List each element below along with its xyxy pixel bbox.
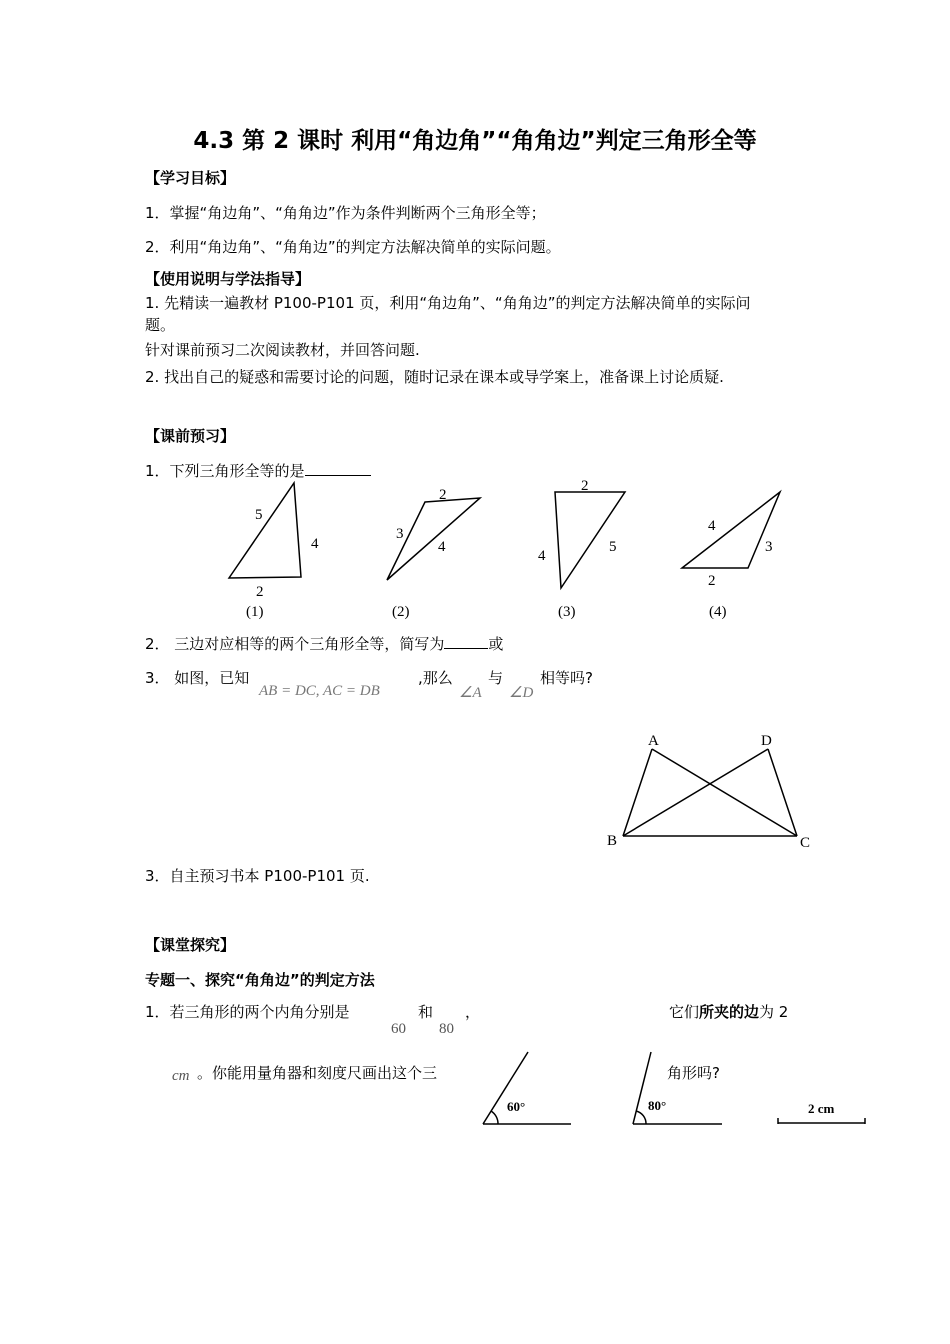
explore-text-length: 为 2 [759,1003,789,1021]
guide-line-1b: 题。 [145,316,176,334]
tri1-caption: (1) [246,604,264,620]
explore-and: 和 [418,1003,434,1021]
tri2-label-right: 4 [438,539,446,555]
objectives-header: 【学习目标】 [145,169,236,187]
point-a-label: A [648,733,659,749]
point-c-label: C [800,835,811,851]
objective-item-2: 2．利用“角边角”、“角角边”的判定方法解决简单的实际问题。 [145,238,561,256]
preview-question-3-lead: 3． 如图，已知 [145,669,250,687]
preview-question-2 [145,634,503,654]
tri4-label-left: 4 [708,518,716,534]
tri1-label-bottom: 2 [256,584,264,600]
explore-question-1-end: 角形吗? [667,1064,720,1082]
explore-question-1-right [669,1002,788,1022]
angle-label-80: 80° [648,1098,667,1113]
explore-angle-1: 60 [391,1021,406,1037]
triangle-1 [229,483,301,578]
explore-comma: ， [465,1003,481,1021]
explore-text-they: 它们 [669,1003,700,1021]
tri2-label-left: 3 [396,526,404,542]
guide-line-3: 2. 找出自己的疑惑和需要讨论的问题，随时记录在课本或导学案上，准备课上讨论质疑. [145,368,724,386]
guide-header: 【使用说明与学法指导】 [145,270,311,288]
segment-dc [768,749,797,836]
tri1-label-right: 4 [311,536,319,552]
segment-label-2cm: 2 cm [808,1101,835,1116]
preview-question-2-text: 2． 三边对应相等的两个三角形全等，简写为 [145,635,445,653]
guide-line-2: 针对课前预习二次阅读教材，并回答问题. [145,341,420,359]
segment-ac [652,749,797,836]
preview-question-3-math-3: ∠D [509,685,534,701]
tri3-label-right: 5 [609,539,617,555]
objective-item-1: 1．掌握“角边角”、“角角边”作为条件判断两个三角形全等； [145,204,546,222]
tri4-label-right: 3 [765,539,773,555]
explore-question-1-cont: 。你能用量角器和刻度尺画出这个三 [197,1064,438,1082]
segment-ab [623,749,652,836]
page-title: 4.3 第 2 课时 利用“角边角”“角角边”判定三角形全等 [193,128,757,154]
answer-blank-2[interactable] [444,634,488,649]
preview-header: 【课前预习】 [145,427,236,445]
preview-question-4: 3．自主预习书本 P100-P101 页. [145,867,370,885]
preview-question-3-math-2: ∠A [459,685,482,701]
tri3-label-top: 2 [581,478,589,494]
tri3-label-left: 4 [538,548,546,564]
preview-question-1-text: 1．下列三角形全等的是 [145,462,305,480]
explore-question-1-lead: 1．若三角形的两个内角分别是 [145,1003,350,1021]
explore-header: 【课堂探究】 [145,936,236,954]
segment-db [623,749,768,836]
tri4-caption: (4) [709,604,727,620]
preview-question-3-tail: 相等吗? [540,669,593,687]
preview-question-2-or: 或 [488,635,504,653]
explore-topic: 专题一、探究“角角边”的判定方法 [145,971,375,989]
tri4-label-bottom: 2 [708,573,716,589]
preview-question-3-and: 与 [488,669,504,687]
preview-question-3-math-1: AB = DC, AC = DB [259,683,380,699]
tri1-label-left: 5 [255,507,263,523]
tri3-caption: (3) [558,604,576,620]
angle-label-60: 60° [507,1099,526,1114]
triangle-4 [682,492,780,568]
explore-text-included-side: 所夹的边 [699,1003,760,1021]
explore-angle-2: 80 [439,1021,454,1037]
explore-unit: cm [172,1068,190,1084]
tri2-caption: (2) [392,604,410,620]
guide-line-1: 1. 先精读一遍教材 P100-P101 页，利用“角边角”、“角角边”的判定方法解决简单的实际问 [145,294,751,312]
point-b-label: B [607,833,618,849]
preview-question-3-then: ,那么 [418,669,453,687]
angle1-arc [491,1111,498,1124]
point-d-label: D [761,733,772,749]
tri2-label-top: 2 [439,487,447,503]
angle2-arc [636,1111,646,1124]
